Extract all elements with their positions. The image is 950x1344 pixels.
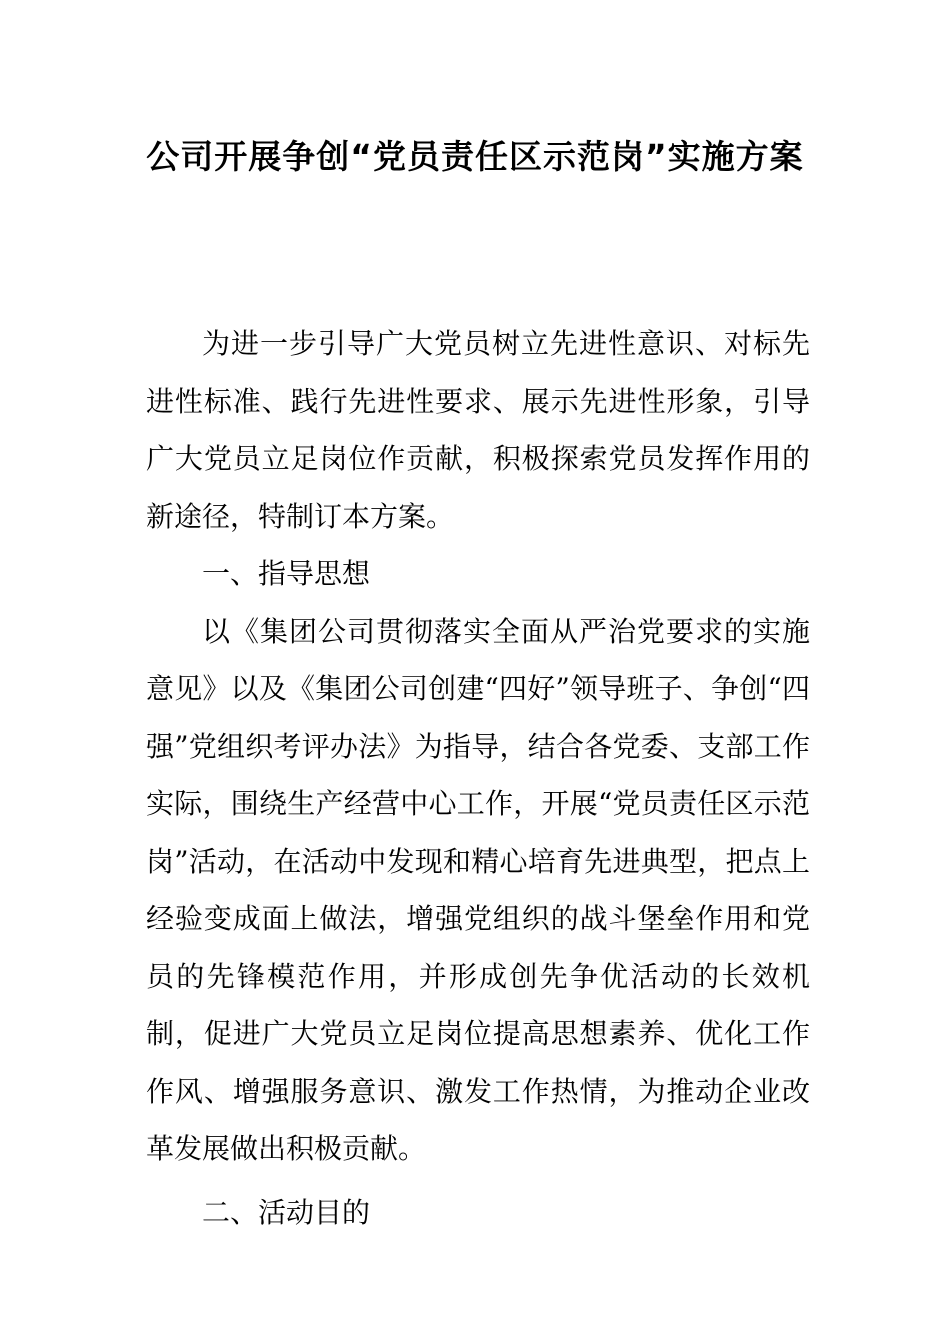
document-body — [146, 315, 810, 1241]
document-title: 公司开展争创“党员责任区示范岗”实施方案 — [146, 137, 804, 176]
section-heading-activity-purpose: 二、活动目的 — [202, 1195, 371, 1229]
guiding-thought-paragraph: 以《集团公司贯彻落实全面从严治党要求的实施意见》以及《集团公司创建“四好”领导班子、争创“四强”党组织考评办法》为指导，结合各党委、支部工作实际，围绕生产经营中心工作，开展“党员责任区示范岗”活动，在活动中发现和精心培育先进典型，把点上经验变成面上做法，增强党组织的战斗堡垒作用和党员的先锋模范作用，并形成创先争优活动的长效机制，促进广大党员立足岗位提高思想素养、优化工作作风、增强服务意识、激发工作热情，为推动企业改革发展做出积极贡献。 — [146, 614, 810, 1165]
section-heading-guiding-thought: 一、指导思想 — [202, 557, 371, 590]
intro-paragraph: 为进一步引导广大党员树立先进性意识、对标先进性标准、践行先进性要求、展示先进性形象，引导广大党员立足岗位作贡献，积极探索党员发挥作用的新途径，特制订本方案。 — [146, 327, 810, 533]
